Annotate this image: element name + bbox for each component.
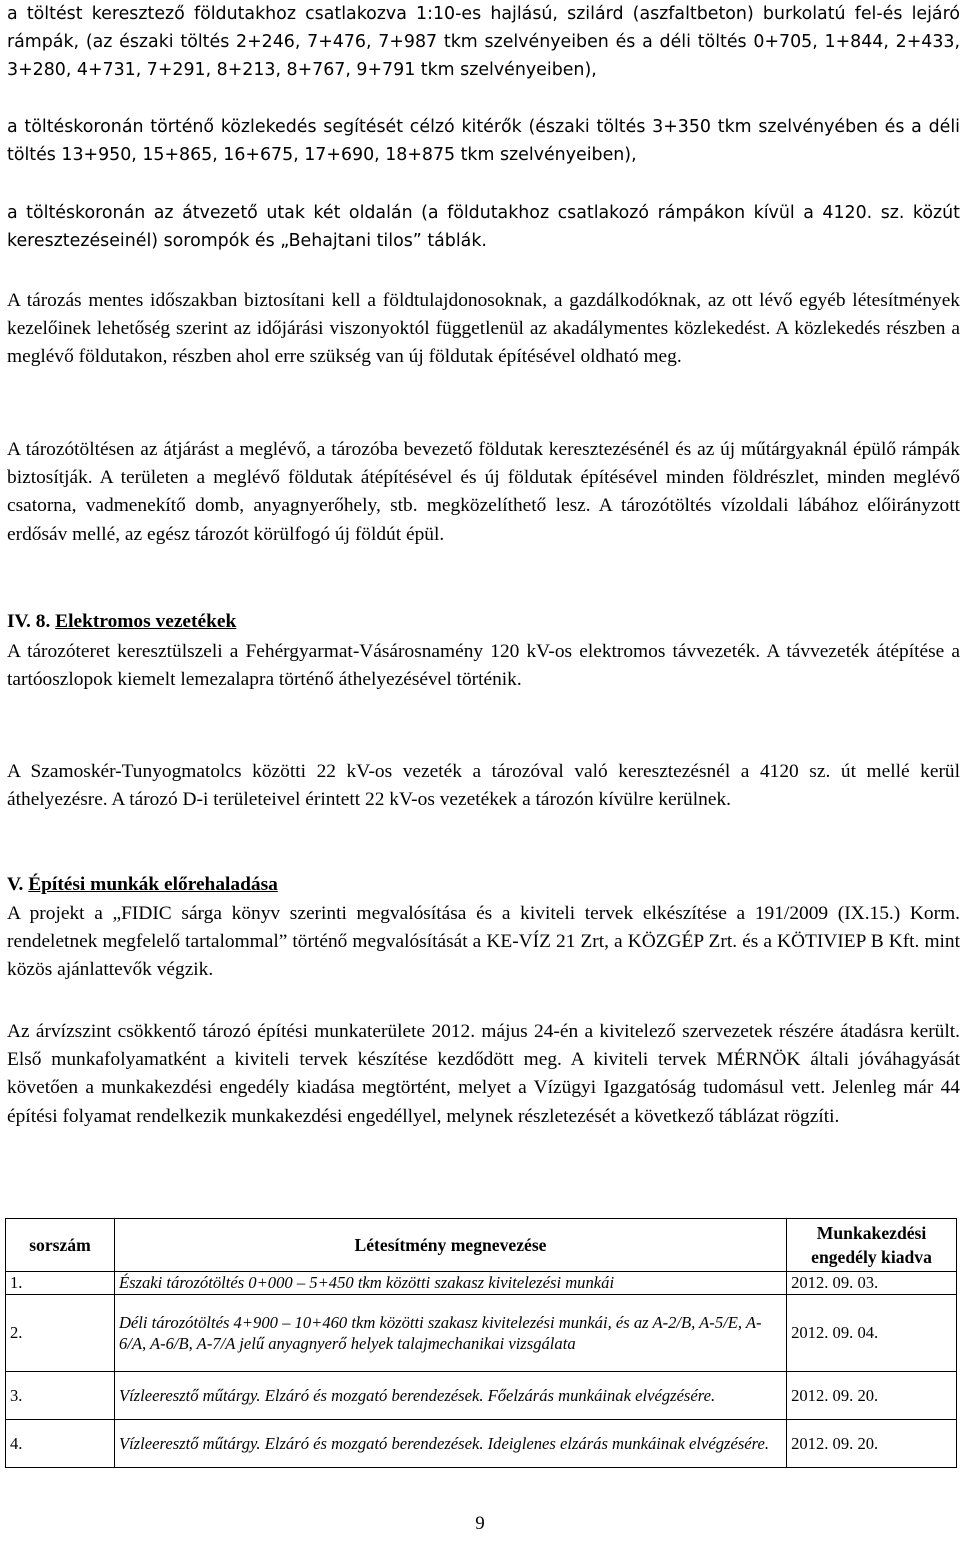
table-row [6, 1372, 957, 1420]
paragraph: A projekt a „FIDIC sárga könyv szerinti megvalósítása és a kiviteli tervek elkészítése a 191/2009 (IX.15.) Korm. rendeletnek megfelelő tartalommal” történő megvalósítását a KE-VÍZ 21 Zrt, a KÖZGÉP Zrt. és a KÖTIVIEP B Kft. mint közös ajánlattevők végzik. [7, 903, 960, 981]
table-row [6, 1272, 957, 1295]
column-header: Létesítmény megnevezése [114, 1219, 786, 1272]
facility-name: Északi tározótöltés 0+000 – 5+450 tkm közötti szakasz kivitelezési munkái [114, 1272, 786, 1295]
column-header: Munkakezdési engedély kiadva [787, 1219, 957, 1272]
section-heading [7, 871, 960, 899]
paragraph: A tározás mentes időszakban biztosítani kell a földtulajdonosoknak, a gazdálkodóknak, az ott lévő egyéb létesítmények kezelőinek lehetőség szerint az időjárási viszonyoktól függetlenül az akadálymentes közlekedést. A közlekedés részben a meglévő földutakon, részben ahol erre szükség van új földutak építésével oldható meg. [7, 290, 960, 368]
list-item: a töltéskoronán az átvezető utak két oldalán (a földutakhoz csatlakozó rámpákon kívül a 4120. sz. közút keresztezéseinél) sorompók és „Behajtani tilos” táblák. [7, 203, 960, 252]
paragraph: A tározótöltésen az átjárást a meglévő, a tározóba bevezető földutak keresztezésénél és az új műtárgyaknál épülő rámpák biztosítják. A területen a meglévő földutak átépítésével és új földutak építésével minden földrészlet, minden meglévő csatorna, vadmenekítő domb, anyagnyerőhely, stb. megközelíthető lesz. A tározótöltés vízoldali lábához előirányzott erdősáv mellé, az egész tározót körülfogó új földút épül. [7, 439, 960, 545]
list-item: a töltéskoronán történő közlekedés segítését célzó kitérők (északi töltés 3+350 tkm szelvényében és a déli töltés 13+950, 15+865, 16+675, 17+690, 18+875 tkm szelvényeiben), [7, 117, 960, 166]
row-number: 1. [6, 1272, 115, 1295]
permit-date: 2012. 09. 04. [787, 1295, 957, 1372]
row-number: 4. [6, 1420, 115, 1468]
table-header-row [6, 1219, 957, 1272]
row-number: 2. [6, 1295, 115, 1372]
column-header: sorszám [6, 1219, 115, 1272]
facility-name: Vízleeresztő műtárgy. Elzáró és mozgató berendezések. Ideiglenes elzárás munkáinak elvégzésére. [114, 1420, 786, 1468]
permit-date: 2012. 09. 20. [787, 1372, 957, 1420]
paragraph: Az árvízszint csökkentő tározó építési munkaterülete 2012. május 24-én a kivitelező szervezetek részére átadásra került. Első munkafolyamatként a kiviteli tervek készítése kezdődött meg. A kiviteli tervek MÉRNÖK általi jóváhagyását követően a munkakezdési engedély kiadása megtörtént, melyet a Vízügyi Igazgatóság tudomásul vett. Jelenleg már 44 építési folyamat rendelkezik munkakezdési engedéllyel, melynek részletezését a következő táblázat rögzíti. [7, 1021, 960, 1127]
facility-name: Déli tározótöltés 4+900 – 10+460 tkm közötti szakasz kivitelezési munkái, és az A-2/B, A-5/E, A-6/A, A-6/B, A-7/A jelű anyagnyerő helyek talajmechanikai vizsgálata [114, 1295, 786, 1372]
table-row [6, 1295, 957, 1372]
section-heading [7, 608, 960, 636]
permit-table [5, 1218, 957, 1468]
table-row [6, 1420, 957, 1468]
section-number: IV. 8. [7, 611, 51, 632]
row-number: 3. [6, 1372, 115, 1420]
paragraph: A Szamoskér-Tunyogmatolcs közötti 22 kV-os vezeték a tározóval való keresztezésnél a 4120 sz. út mellé kerül áthelyezésre. A tározó D-i területeivel érintett 22 kV-os vezetékek a tározón kívülre kerülnek. [7, 761, 960, 811]
section-title: Építési munkák előrehaladása [28, 874, 278, 895]
list-item: a töltést keresztező földutakhoz csatlakozva 1:10-es hajlású, szilárd (aszfaltbeton) burkolatú fel-és lejáró rámpák, (az északi töltés 2+246, 7+476, 7+987 tkm szelvényeiben és a déli töltés 0+705, 1+844, 2+433, 3+280, 4+731, 7+291, 8+213, 8+767, 9+791 tkm szelvényeiben), [7, 4, 960, 81]
section-number: V. [7, 874, 24, 895]
paragraph: A tározóteret keresztülszeli a Fehérgyarmat-Vásárosnamény 120 kV-os elektromos távvezeték. A távvezeték átépítése a tartóoszlopok kiemelt lemezalapra történő áthelyezésével történik. [7, 641, 960, 691]
permit-date: 2012. 09. 20. [787, 1420, 957, 1468]
permit-date: 2012. 09. 03. [787, 1272, 957, 1295]
page-number: 9 [475, 1513, 485, 1534]
facility-name: Vízleeresztő műtárgy. Elzáró és mozgató berendezések. Főelzárás munkáinak elvégzésére. [114, 1372, 786, 1420]
section-title: Elektromos vezetékek [55, 611, 237, 632]
